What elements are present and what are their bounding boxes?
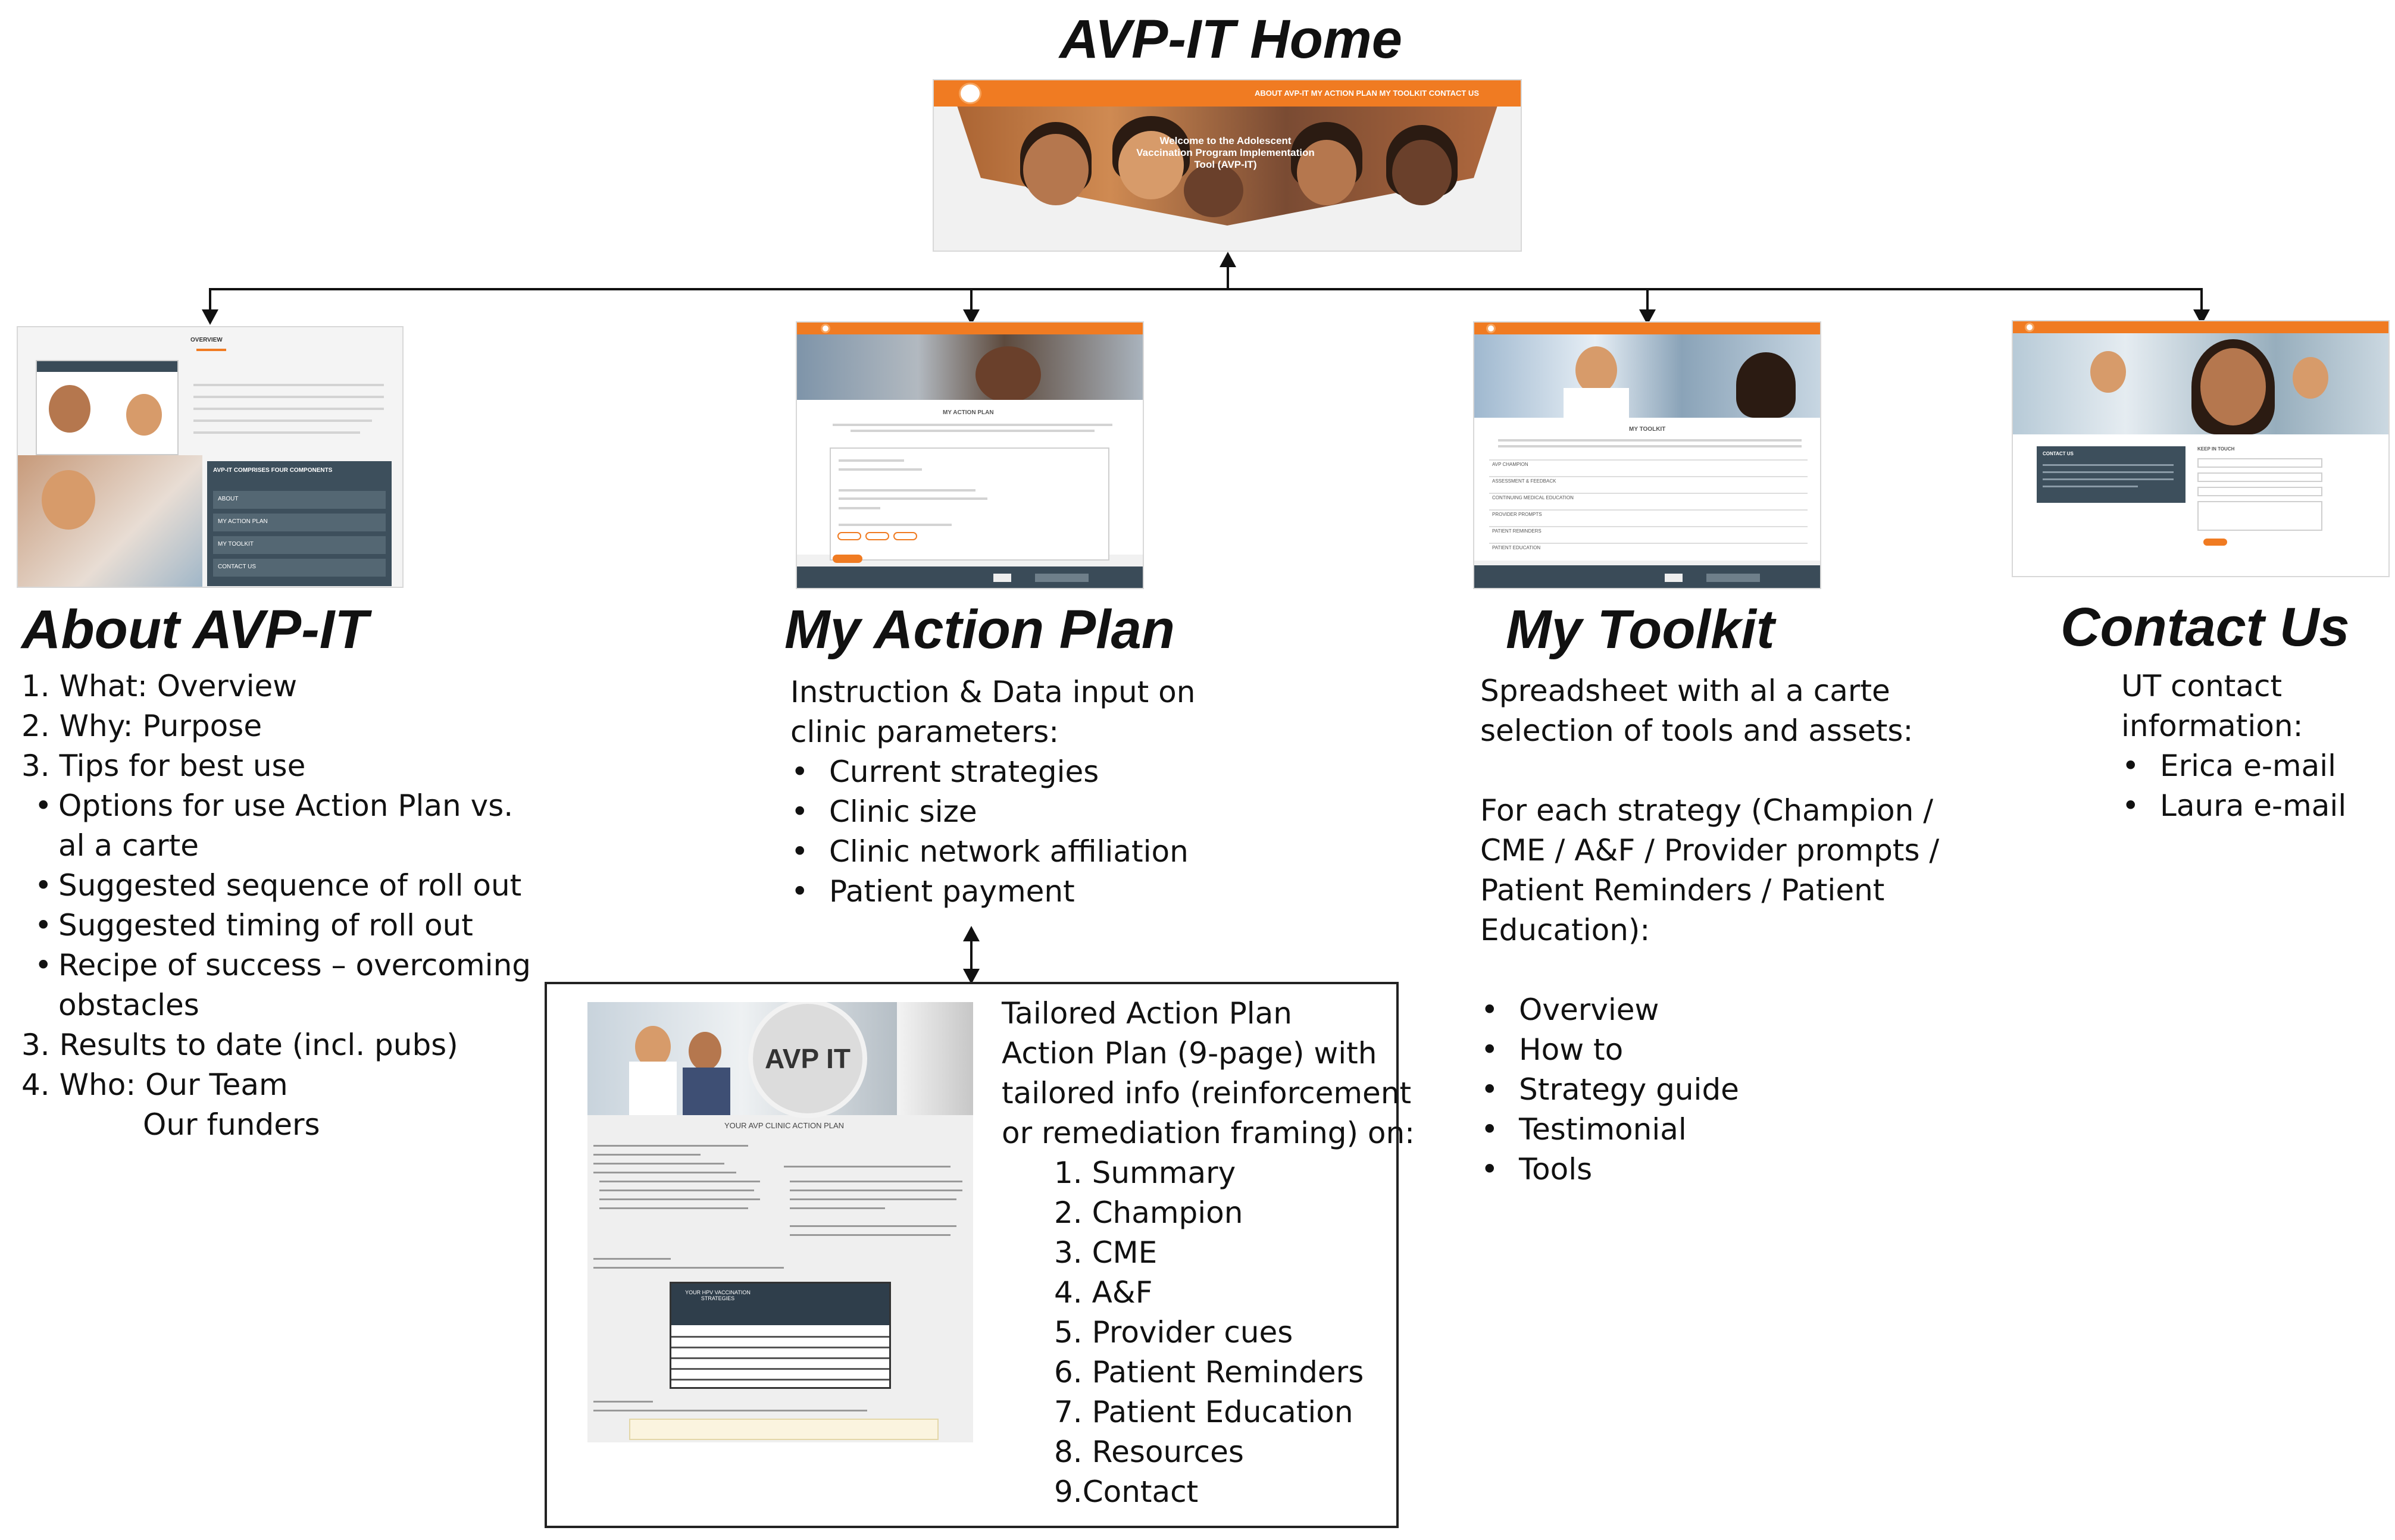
about-line-2: 2. Why: Purpose — [21, 709, 262, 743]
action-plan-text: Instruction & Data input on clinic parameters: • Current strategies • Clinic size • Clinic network affiliation • Patient payment — [790, 672, 1195, 912]
action-plan-bullet: • Clinic size — [829, 792, 1195, 832]
strategies-table — [670, 1282, 891, 1389]
connector-bar — [209, 288, 2203, 290]
contact-screenshot — [2012, 320, 2390, 577]
contact-right-heading: KEEP IN TOUCH — [2197, 446, 2235, 452]
about-line-1: 1. What: Overview — [21, 669, 298, 703]
toolkit-bullet: • How to — [1519, 1030, 1939, 1070]
tailored-plan-box — [545, 982, 1415, 1528]
action-plan-bullet: • Patient payment — [829, 872, 1195, 912]
about-tip: • Suggested sequence of roll out — [58, 866, 531, 906]
contact-text: UT contact information: • Erica e-mail • Laura e-mail — [2121, 666, 2346, 826]
tailored-item: 8. Resources — [1054, 1435, 1244, 1469]
toolkit-bullet: • Overview — [1519, 990, 1939, 1030]
about-tip: • Recipe of success – overcoming obstacles — [58, 946, 531, 1025]
about-title: About AVP-IT — [21, 599, 368, 660]
toolkit-bullet: • Strategy guide — [1519, 1070, 1939, 1110]
action-plan-page-heading: MY ACTION PLAN — [943, 409, 994, 416]
home-arrowhead — [1220, 252, 1236, 267]
contact-title: Contact Us — [2061, 597, 2350, 658]
toolkit-page-heading: MY TOOLKIT — [1629, 426, 1666, 433]
tailored-item: 3. CME — [1054, 1235, 1158, 1270]
about-line-4: 3. Results to date (incl. pubs) — [21, 1028, 458, 1062]
toolkit-bullet: • Testimonial — [1519, 1110, 1939, 1150]
action-plan-screenshot — [796, 321, 1144, 589]
action-plan-document — [587, 1002, 973, 1442]
about-text — [21, 666, 531, 1145]
about-line-3: 3. Tips for best use — [21, 749, 306, 783]
about-tip: • Options for use Action Plan vs. al a carte — [58, 786, 531, 866]
tailored-item: 9.Contact — [1054, 1475, 1199, 1509]
toolkit-bullet: • Tools — [1519, 1150, 1939, 1190]
home-title: AVP-IT Home — [1059, 9, 1402, 70]
tailored-item: 5. Provider cues — [1054, 1315, 1293, 1350]
toolkit-title: My Toolkit — [1506, 599, 1775, 660]
double-arrow — [963, 926, 980, 941]
action-plan-title: My Action Plan — [784, 599, 1175, 660]
tailored-item: 1. Summary — [1054, 1156, 1236, 1190]
about-screenshot: OVERVIEW AVP-IT COMPRISES FOUR COMPONENTS ABOUT MY ACTION PLAN MY TOOLKIT CONTACT US — [17, 326, 404, 588]
contact-left-heading: CONTACT US — [2043, 451, 2074, 456]
about-panel-title: AVP-IT COMPRISES FOUR COMPONENTS — [213, 467, 333, 474]
tailored-item: 2. Champion — [1054, 1195, 1243, 1230]
home-screenshot — [933, 79, 1522, 252]
home-hero-caption: Welcome to the Adolescent Vaccination Program Implementation Tool (AVP-IT) — [1136, 135, 1315, 170]
contact-bullet: • Laura e-mail — [2160, 786, 2346, 826]
doc-title: YOUR AVP CLINIC ACTION PLAN — [724, 1121, 845, 1130]
tailored-text: Tailored Action Plan Action Plan (9-page) with tailored info (reinforcement or remediation framing) on: 1. Summary 2. Champion 3. CME 4. A&F 5. Provider cues 6. Patient Reminders 7. Patient Education 8. Resources 9.Contact — [1002, 994, 1415, 1512]
about-line-5: 4. Who: Our Team — [21, 1068, 288, 1102]
action-plan-bullet: • Current strategies — [829, 752, 1195, 792]
home-nav-links: ABOUT AVP-IT MY ACTION PLAN MY TOOLKIT CONTACT US — [1255, 89, 1479, 98]
table-header: YOUR HPV VACCINATION STRATEGIES — [685, 1289, 751, 1301]
action-plan-bullet: • Clinic network affiliation — [829, 832, 1195, 872]
tailored-item: 4. A&F — [1054, 1275, 1153, 1310]
about-overview-heading: OVERVIEW — [190, 337, 223, 343]
tailored-item: 7. Patient Education — [1054, 1395, 1353, 1429]
contact-bullet: • Erica e-mail — [2160, 746, 2346, 786]
toolkit-text: Spreadsheet with al a carte selection of tools and assets: For each strategy (Champion / CME / A&F / Provider prompts / Patient Reminders / Patient Education): • Overview • How to • Strategy guide • Testimonial • Tools — [1480, 671, 1939, 1190]
about-tip: • Suggested timing of roll out — [58, 906, 531, 946]
toolkit-screenshot: MY TOOLKIT AVP CHAMPION ASSESSMENT & FEEDBACK CONTINUING MEDICAL EDUCATION PROVIDER PROMPTS PATIENT REMINDERS PATIENT EDUCATION — [1473, 321, 1821, 589]
tailored-item: 6. Patient Reminders — [1054, 1355, 1364, 1389]
about-line-6: Our funders — [143, 1107, 320, 1142]
avp-it-badge: AVP IT — [748, 1002, 867, 1118]
